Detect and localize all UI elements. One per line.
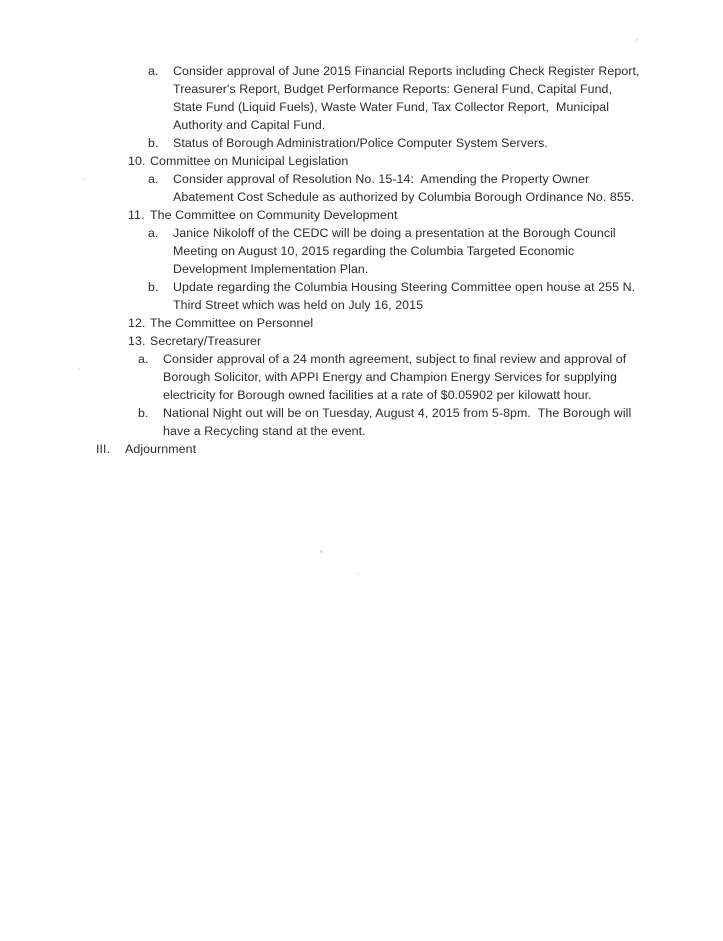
agenda-item-text: Janice Nikoloff of the CEDC will be doing a presentation at the Borough Council Meeting on August 10, 2015 regarding the Columbia Targeted Economic Development Implementation Plan. bbox=[173, 226, 620, 276]
agenda-item-10-b bbox=[148, 134, 640, 152]
agenda-item-marker: 10. bbox=[128, 154, 146, 168]
agenda-item-marker: a. bbox=[148, 172, 159, 186]
agenda-item-text: Update regarding the Columbia Housing Steering Committee open house at 255 N. Third Street which was held on July 16, 2015 bbox=[173, 280, 639, 312]
agenda-item-marker: b. bbox=[148, 136, 159, 150]
agenda-item-marker: 12. bbox=[128, 316, 146, 330]
scan-speck bbox=[320, 550, 323, 553]
agenda-item-marker: 13. bbox=[128, 334, 146, 348]
agenda-item-marker: b. bbox=[148, 280, 159, 294]
agenda-item-text: Consider approval of a 24 month agreement, subject to final review and approval of Borough Solicitor, with APPI Energy and Champion Energy Services for supplying electricity for Borough owned facilities at a rate of $0.05902 per kilowatt hour. bbox=[163, 352, 630, 402]
agenda-item-marker: a. bbox=[148, 64, 159, 78]
agenda-item-marker: a. bbox=[138, 352, 149, 366]
agenda-item-11-a bbox=[148, 224, 640, 278]
agenda-item-10 bbox=[128, 152, 636, 170]
agenda-item-text: Status of Borough Administration/Police Computer System Servers. bbox=[173, 136, 548, 150]
agenda-item-marker: III. bbox=[96, 442, 111, 456]
agenda-item-text: Adjournment bbox=[125, 442, 197, 456]
agenda-item-13-a bbox=[138, 350, 643, 404]
agenda-item-10-a bbox=[148, 62, 643, 134]
agenda-item-12 bbox=[128, 314, 636, 332]
agenda-item-marker: b. bbox=[138, 406, 149, 420]
agenda-item-text: National Night out will be on Tuesday, August 4, 2015 from 5-8pm. The Borough will have a Recycling stand at the event. bbox=[163, 406, 635, 438]
agenda-item-text: Consider approval of June 2015 Financial Reports including Check Register Report, Treasurer's Report, Budget Performance Reports: General Fund, Capital Fund, State Fund (Liquid Fuels), Waste Water Fund, Tax Collector Report, Municipal Authority and Capital Fund. bbox=[173, 64, 643, 132]
agenda-item-text: The Committee on Community Development bbox=[150, 208, 398, 222]
agenda-item-text: Consider approval of Resolution No. 15-14: Amending the Property Owner Abatement Cost Schedule as authorized by Columbia Borough Ordinance No. 855. bbox=[173, 172, 635, 204]
agenda-item-adjournment bbox=[96, 440, 636, 458]
agenda-item-text: Secretary/Treasurer bbox=[150, 334, 262, 348]
agenda-item-10-res-a bbox=[148, 170, 640, 206]
agenda-item-text: The Committee on Personnel bbox=[150, 316, 314, 330]
agenda-item-text: Committee on Municipal Legislation bbox=[150, 154, 349, 168]
agenda-item-13 bbox=[128, 332, 636, 350]
agenda-item-13-b bbox=[138, 404, 643, 440]
agenda-item-marker: 11. bbox=[128, 208, 145, 222]
scan-speck bbox=[357, 573, 359, 575]
agenda-item-11-b bbox=[148, 278, 640, 314]
agenda-item-11 bbox=[128, 206, 636, 224]
agenda-item-marker: a. bbox=[148, 226, 159, 240]
agenda-item-list bbox=[0, 0, 723, 458]
